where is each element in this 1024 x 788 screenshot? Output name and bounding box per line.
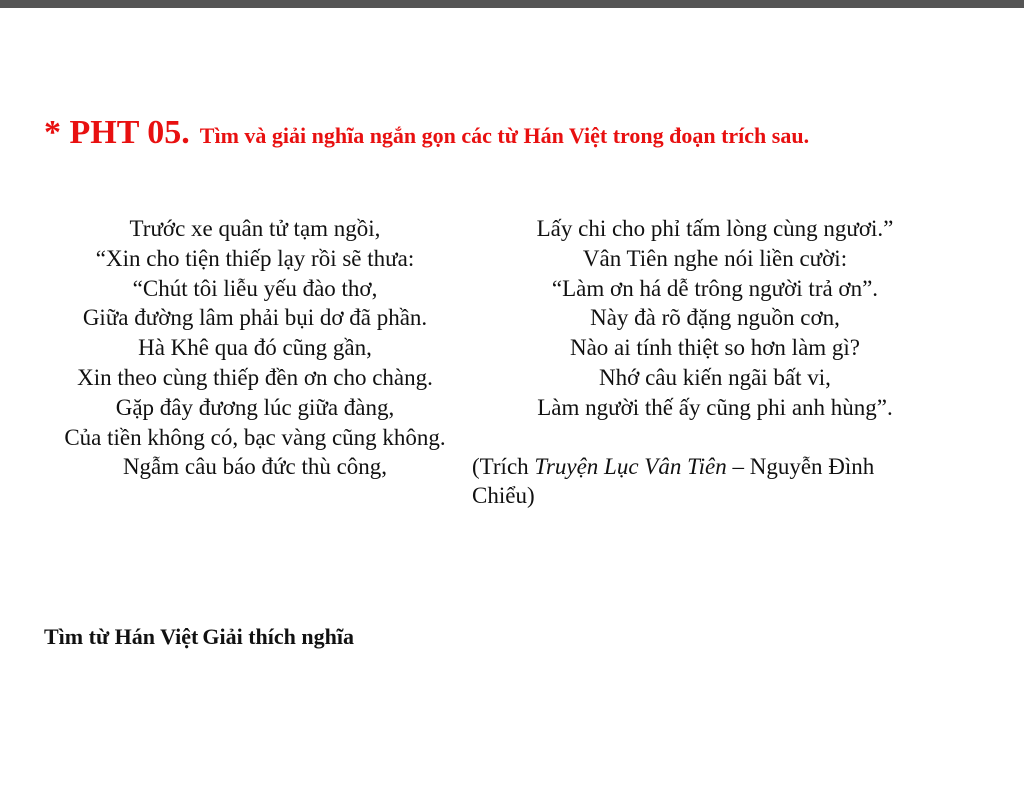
citation-work-title: Truyện Lục Vân Tiên [534, 454, 727, 479]
poem-line: Gặp đây đương lúc giữa đàng, [115, 394, 395, 420]
poem-line: Vân Tiên nghe nói liền cười: [582, 245, 848, 271]
poem-line: Lấy chi cho phỉ tấm lòng cùng ngươi.” [536, 216, 894, 241]
worksheet-task: Tìm và giải nghĩa ngắn gọn các từ Hán Việt trong đoạn trích sau. [199, 123, 810, 148]
poem-line: Trước xe quân tử tạm ngồi, [129, 216, 381, 241]
poem-line: Nào ai tính thiệt so hơn làm gì? [569, 335, 861, 361]
poem-citation [472, 452, 942, 510]
poem-line: “Chút tôi liễu yếu đào thơ, [132, 275, 378, 301]
poem-right-column [470, 214, 960, 423]
citation-suffix: – Nguyễn Đình Chiểu) [472, 454, 875, 508]
poem-line: Nhớ câu kiến ngãi bất vi, [599, 364, 831, 390]
worksheet-heading [44, 114, 1004, 152]
poem-line: Làm người thế ấy cũng phi anh hùng”. [537, 394, 893, 420]
citation-prefix: (Trích [472, 454, 535, 479]
poem-line: “Xin cho tiện thiếp lạy rồi sẽ thưa: [95, 245, 415, 271]
poem-left-column [40, 214, 470, 482]
column-header-find-words: Tìm từ Hán Việt [44, 624, 199, 649]
poem-line: Của tiền không có, bạc vàng cũng không. [64, 424, 446, 450]
poem-line: Giữa đường lâm phải bụi dơ đã phần. [82, 305, 428, 331]
poem-line: Hà Khê qua đó cũng gần, [138, 335, 372, 361]
poem-line: Xin theo cùng thiếp đền ơn cho chàng. [77, 364, 433, 390]
poem-line: Ngẫm câu báo đức thù công, [122, 454, 388, 480]
top-bar [0, 0, 1024, 8]
poem-line: Này đà rõ đặng nguồn cơn, [590, 305, 840, 331]
worksheet-code: * PHT 05. [44, 114, 190, 151]
answer-table-header [44, 624, 354, 650]
poem-line: “Làm ơn há dễ trông người trả ơn”. [551, 275, 879, 301]
column-header-explain-meaning: Giải thích nghĩa [202, 624, 354, 649]
